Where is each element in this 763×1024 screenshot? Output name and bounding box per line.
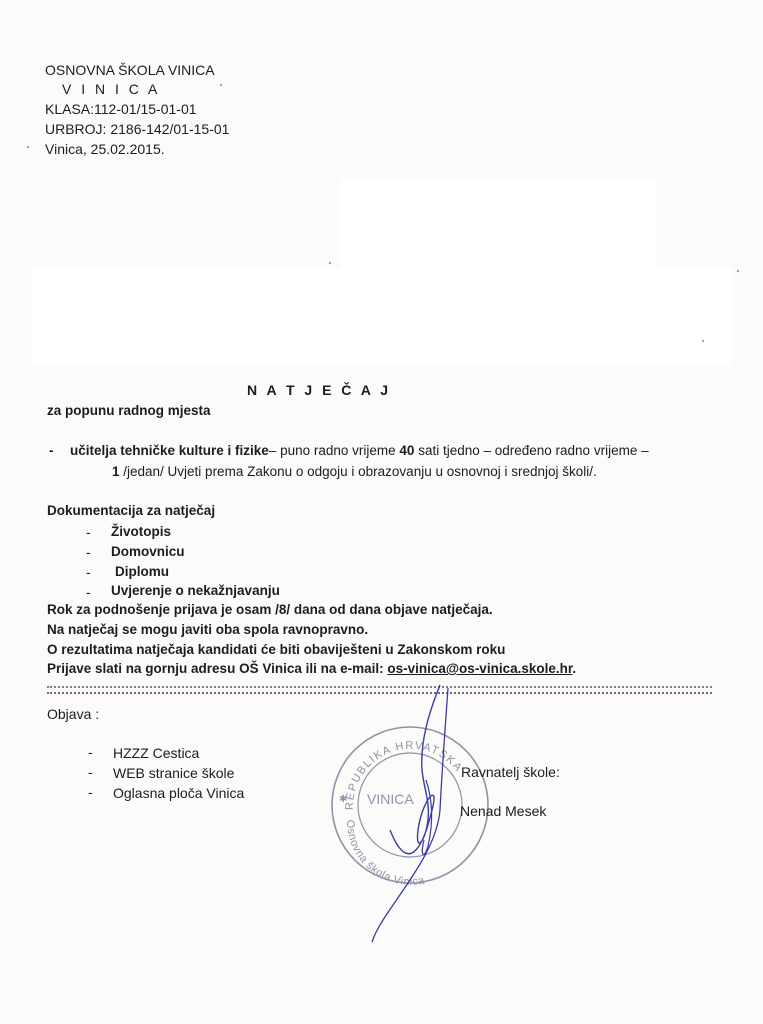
klasa-number: KLASA:112-01/15-01-01 bbox=[45, 101, 197, 117]
list-dash: - bbox=[88, 764, 93, 780]
position-line-1 bbox=[70, 442, 649, 460]
results-note: O rezultatima natječaja kandidati će biti obaviješteni u Zakonskom roku bbox=[47, 642, 506, 657]
position-terms-b: sati tjedno – određeno radno vrijeme – bbox=[414, 443, 649, 458]
equality-note: Na natječaj se mogu javiti oba spola ravnopravno. bbox=[47, 622, 369, 637]
scan-speck bbox=[737, 270, 739, 272]
redacted-block-bottom bbox=[32, 268, 732, 365]
scan-speck bbox=[329, 262, 331, 264]
documentation-heading: Dokumentacija za natječaj bbox=[47, 503, 216, 518]
email-link[interactable]: os-vinica@os-vinica.skole.hr bbox=[387, 661, 573, 676]
list-dash: - bbox=[86, 564, 91, 580]
publication-item: Oglasna ploča Vinica bbox=[113, 785, 245, 801]
position-terms-a: – puno radno vrijeme bbox=[268, 443, 400, 458]
list-dash: - bbox=[88, 784, 93, 800]
stamp-bottom-text: Osnovna škola Vinica bbox=[343, 819, 426, 889]
signature-name: Nenad Mesek bbox=[460, 803, 547, 819]
deadline-note: Rok za podnošenje prijava je osam /8/ dana od dana objave natječaja. bbox=[47, 602, 493, 617]
apply-note bbox=[47, 661, 576, 676]
scan-speck bbox=[27, 146, 29, 148]
redacted-block-top bbox=[340, 178, 656, 268]
place-date: Vinica, 25.02.2015. bbox=[45, 141, 165, 157]
town-name: V I N I C A bbox=[62, 81, 161, 97]
apply-prefix: Prijave slati na gornju adresu OŠ Vinica ili na e-mail: bbox=[47, 661, 388, 676]
position-conditions: /jedan/ Uvjeti prema Zakonu o odgoju i obrazovanju u osnovnoj i srednjoj školi/. bbox=[119, 464, 597, 479]
school-name: OSNOVNA ŠKOLA VINICA bbox=[45, 62, 215, 78]
document-title: N A T J E Č A J bbox=[247, 382, 392, 398]
position-count: 1 bbox=[112, 464, 120, 479]
position-bullet: - bbox=[49, 443, 54, 458]
list-dash: - bbox=[86, 524, 91, 540]
documentation-item: Domovnicu bbox=[111, 544, 185, 559]
publication-heading: Objava : bbox=[47, 706, 100, 722]
position-hours: 40 bbox=[399, 443, 415, 458]
scan-speck bbox=[702, 340, 704, 342]
documentation-item: Životopis bbox=[111, 524, 171, 539]
publication-item: WEB stranice škole bbox=[113, 765, 235, 781]
publication-item: HZZZ Cestica bbox=[113, 745, 200, 761]
documentation-item: Uvjerenje o nekažnjavanju bbox=[111, 583, 280, 598]
stamp-center-text: VINICA bbox=[367, 791, 414, 807]
position-role: učitelja tehničke kulture i fizike bbox=[70, 443, 269, 458]
urbroj-number: URBROJ: 2186-142/01-15-01 bbox=[45, 121, 230, 137]
scan-speck bbox=[220, 84, 222, 86]
list-dash: - bbox=[86, 584, 91, 600]
stamp-outer-text: REPUBLIKA HRVATSKA bbox=[343, 739, 465, 811]
apply-suffix: . bbox=[572, 661, 577, 676]
position-line-2 bbox=[112, 463, 597, 481]
document-subtitle: za popunu radnog mjesta bbox=[47, 403, 211, 418]
signature-role: Ravnatelj škole: bbox=[461, 764, 560, 780]
list-dash: - bbox=[86, 544, 91, 560]
star-icon: ✱ bbox=[339, 794, 348, 805]
list-dash: - bbox=[88, 744, 93, 760]
documentation-item: Diplomu bbox=[115, 564, 169, 579]
